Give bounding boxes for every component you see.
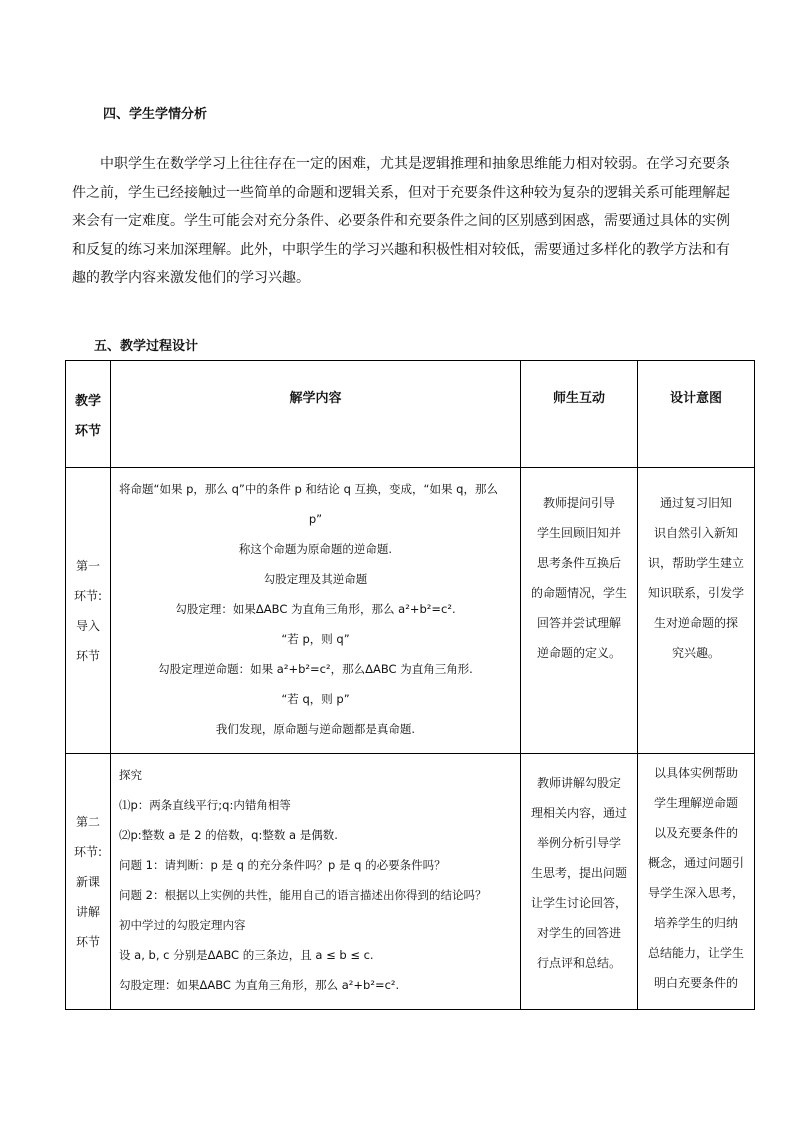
table-row — [66, 468, 755, 754]
row1-content: 将命题“如果 p，那么 q”中的条件 p 和结论 q 互换，变成，“如果 q，那么 p” 称这个命题为原命题的逆命题. 勾股定理及其逆命题 勾股定理：如果ΔABC 为直角三角形，那么 a²+b²=c². “若 p，则 q” 勾股定理逆命题：如果 a²+b²=c²，那么ΔABC 为直角三角形. “若 q，则 p” 我们发现，原命题与逆命题都是真命题. — [111, 468, 521, 754]
section-heading-4: 四、学生学情分析 — [103, 107, 208, 122]
header-intent: 设计意图 — [638, 361, 755, 468]
analysis-paragraph: 中职学生在数学学习上往往存在一定的困难，尤其是逻辑推理和抽象思维能力相对较弱。在学习充要条件之前，学生已经接触过一些简单的命题和逻辑关系，但对于充要条件这种较为复杂的逻辑关系可能理解起来会有一定难度。学生可能会对充分条件、必要条件和充要条件之间的区别感到困惑，需要通过具体的实例和反复的练习来加深理解。此外，中职学生的学习兴趣和积极性相对较低，需要通过多样化的教学方法和有趣的教学内容来激发他们的学习兴趣。 — [72, 156, 730, 286]
header-content: 解学内容 — [111, 361, 521, 468]
header-interaction: 师生互动 — [521, 361, 638, 468]
row2-content: 探究 ⑴p：两条直线平行;q:内错角相等 ⑵p:整数 a 是 2 的倍数，q:整数 a 是偶数. 问题 1：请判断：p 是 q 的充分条件吗？p 是 q 的必要条件吗？ 问题 2：根据以上实例的共性，能用自己的语言描述出你得到的结论吗？ 初中学过的勾股定理内容 设 a, b, c 分别是ΔABC 的三条边，且 a ≤ b ≤ c. 勾股定理：如果ΔABC 为直角三角形，那么 a²+b²=c². — [111, 754, 521, 1010]
row1-intent: 通过复习旧知 识自然引入新知 识，帮助学生建立 知识联系，引发学 生对逆命题的探 究兴趣。 — [638, 468, 755, 754]
row2-intent: 以具体实例帮助 学生理解逆命题 以及充要条件的 概念，通过问题引 导学生深入思考， 培养学生的归纳 总结能力，让学生 明白充要条件的 — [638, 754, 755, 1010]
table-row — [66, 754, 755, 1010]
teaching-process-table — [65, 360, 755, 1010]
row1-interaction: 教师提问引导 学生回顾旧知并 思考条件互换后 的命题情况，学生 回答并尝试理解 逆命题的定义。 — [521, 468, 638, 754]
section-heading-5: 五、教学过程设计 — [94, 339, 199, 354]
row2-interaction: 教师讲解勾股定 理相关内容，通过 举例分析引导学 生思考，提出问题 让学生讨论回答， 对学生的回答进 行点评和总结。 — [521, 754, 638, 1010]
header-teaching-section: 教学 环节 — [66, 361, 111, 468]
table-header-row — [66, 361, 755, 468]
row2-section: 第二 环节: 新课 讲解 环节 — [66, 754, 111, 1010]
row1-section: 第一 环节: 导入 环节 — [66, 468, 111, 754]
